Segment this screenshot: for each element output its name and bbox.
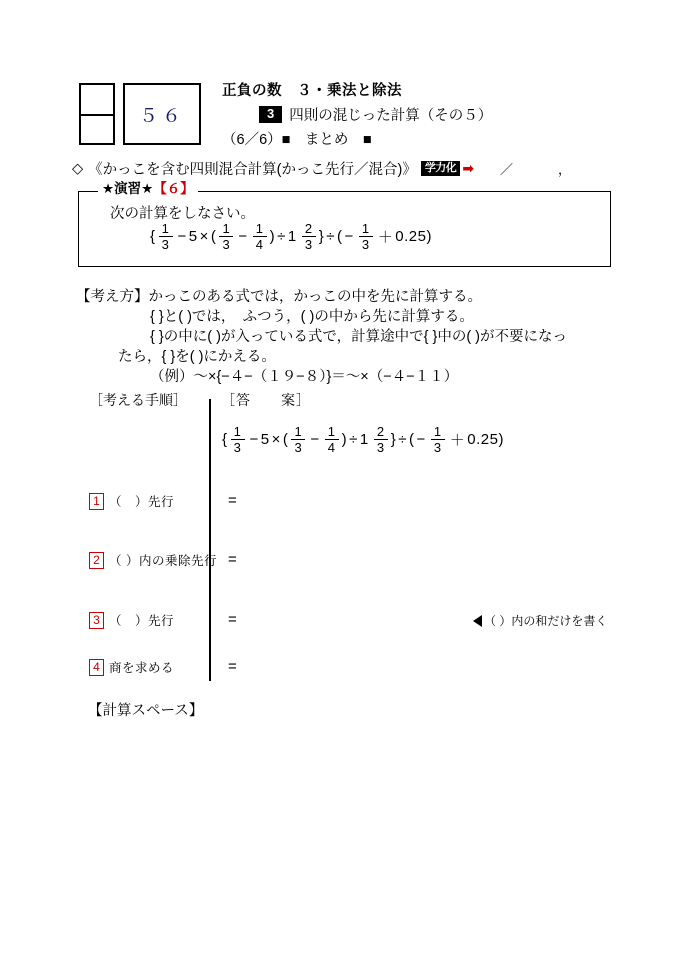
fraction	[219, 222, 233, 251]
step-label-2: （ ）内の乗除先行	[109, 554, 217, 568]
step-row-3	[89, 611, 174, 629]
fraction	[359, 222, 373, 251]
fraction-denominator: 3	[161, 237, 170, 253]
triangle-left-icon	[473, 615, 482, 627]
step-number-2: 2	[89, 552, 104, 569]
math-symbol: (	[336, 228, 343, 246]
fraction	[159, 222, 173, 251]
math-symbol: }	[318, 228, 325, 246]
math-symbol: 5	[188, 228, 198, 246]
fraction-numerator: 1	[327, 424, 336, 439]
step-note-3	[473, 612, 607, 629]
fraction-denominator: 3	[294, 440, 303, 456]
thinking-title: 【考え方】	[76, 289, 149, 305]
mixed-number	[360, 425, 391, 454]
thinking-text-1: かっこのある式では，かっこの中を先に計算する。	[148, 289, 482, 305]
math-symbol: 5	[260, 431, 270, 449]
exercise-expression	[150, 222, 432, 251]
equals-sign-4: =	[228, 658, 237, 675]
arrow-right-icon: ➡	[462, 160, 475, 176]
thinking-line-2: { }と( )では， ふつう，( )の中から先に計算する。	[150, 309, 474, 325]
fraction-numerator: 1	[361, 221, 370, 236]
fraction-denominator: 3	[361, 237, 370, 253]
math-operator: −	[249, 431, 259, 449]
math-operator: ÷	[326, 228, 335, 246]
fraction-numerator: 1	[222, 221, 231, 236]
step-number-4: 4	[89, 659, 104, 676]
math-symbol: (	[210, 228, 217, 246]
progress-line: （6／6）■ まとめ ■	[222, 132, 372, 148]
step-row-1	[89, 492, 174, 510]
topic-text: 《かっこを含む四則混合計算(かっこ先行／混合)》	[88, 162, 417, 178]
equals-sign-2: =	[228, 551, 237, 568]
math-symbol: )	[269, 228, 276, 246]
fraction-denominator: 4	[255, 237, 264, 253]
fraction-numerator: 2	[376, 424, 385, 439]
thinking-line-4: たら，{ }を( )にかえる。	[118, 349, 276, 365]
math-operator: −	[344, 228, 354, 246]
calculation-space-label: 【計算スペース】	[88, 703, 204, 719]
section-title: 四則の混じった計算（その５）	[289, 108, 493, 124]
fraction-numerator: 1	[255, 221, 264, 236]
math-symbol: )	[426, 228, 432, 246]
column-divider	[209, 399, 211, 681]
math-operator: ÷	[398, 431, 407, 449]
math-operator: ＋	[377, 229, 394, 247]
step-row-2	[89, 551, 217, 569]
math-symbol: {	[150, 228, 156, 246]
fraction-denominator: 3	[233, 440, 242, 456]
section-line	[259, 104, 492, 125]
equals-sign-1: =	[228, 492, 237, 509]
exercise-label-prefix: ★演習★	[102, 181, 154, 196]
step-note-3-text: （ ）内の和だけを書く	[484, 614, 608, 628]
fraction-numerator: 2	[304, 221, 313, 236]
fraction-denominator: 3	[376, 440, 385, 456]
date-field: ／ ，	[500, 162, 588, 177]
fraction-denominator: 4	[327, 440, 336, 456]
fraction-numerator: 1	[294, 424, 303, 439]
step-label-1: （ ）先行	[109, 495, 175, 509]
answer-expression	[222, 425, 504, 454]
step-label-4: 商を求める	[109, 661, 175, 675]
math-operator: ÷	[277, 228, 286, 246]
math-operator: ×	[199, 228, 209, 246]
math-symbol: (	[408, 431, 415, 449]
thinking-line-5: （例）〜×{−４−（１９−８）}＝〜×（−４−１１）	[150, 369, 459, 385]
exercise-instruction: 次の計算をしなさい。	[110, 206, 255, 222]
mixed-whole-part: 1	[287, 228, 297, 246]
exercise-label-number: 【６】	[153, 181, 194, 196]
equals-sign-3: =	[228, 611, 237, 628]
math-operator: ＋	[449, 432, 466, 450]
answer-header: ［答 案］	[221, 392, 311, 408]
step-label-3: （ ）先行	[109, 614, 175, 628]
mixed-whole-part: 1	[359, 431, 369, 449]
step-row-4	[89, 658, 174, 676]
math-symbol: )	[341, 431, 348, 449]
fraction	[291, 425, 305, 454]
topic-line	[72, 158, 587, 179]
fraction	[231, 425, 245, 454]
math-symbol: }	[390, 431, 397, 449]
blank-split-box	[79, 83, 115, 145]
math-symbol: )	[498, 431, 504, 449]
split-box-divider	[81, 114, 113, 116]
math-operator: −	[310, 431, 320, 449]
thinking-section	[76, 287, 567, 387]
gakuryoku-badge: 学力化	[421, 161, 461, 177]
math-operator: −	[416, 431, 426, 449]
exercise-label	[98, 182, 198, 197]
math-operator: ÷	[349, 431, 358, 449]
subject-title: 正負の数 ３・乗法と除法	[222, 83, 402, 99]
fraction-denominator: 3	[304, 237, 313, 253]
fraction-numerator: 1	[161, 221, 170, 236]
fraction-numerator: 1	[433, 424, 442, 439]
page-number-box	[123, 83, 201, 145]
thinking-line-3: { }の中に( )が入っている式で，計算途中で{ }中の( )が不要になっ	[150, 329, 568, 345]
thinking-line-1	[76, 287, 567, 307]
math-symbol: (	[282, 431, 289, 449]
math-symbol: 0.25	[467, 431, 499, 449]
procedure-header: ［考える手順］	[89, 392, 187, 408]
mixed-number	[288, 222, 319, 251]
fraction-denominator: 3	[433, 440, 442, 456]
fraction	[374, 425, 388, 454]
step-number-1: 1	[89, 493, 104, 510]
fraction	[431, 425, 445, 454]
math-symbol: 0.25	[395, 228, 427, 246]
page-number: ５６	[138, 105, 185, 127]
diamond-icon: ◇	[72, 160, 84, 177]
math-operator: −	[177, 228, 187, 246]
step-number-3: 3	[89, 612, 104, 629]
fraction	[325, 425, 339, 454]
math-symbol: {	[222, 431, 228, 449]
fraction	[253, 222, 267, 251]
fraction-numerator: 1	[233, 424, 242, 439]
fraction	[302, 222, 316, 251]
math-operator: −	[238, 228, 248, 246]
section-number-badge: 3	[259, 106, 282, 124]
fraction-denominator: 3	[222, 237, 231, 253]
math-operator: ×	[271, 431, 281, 449]
